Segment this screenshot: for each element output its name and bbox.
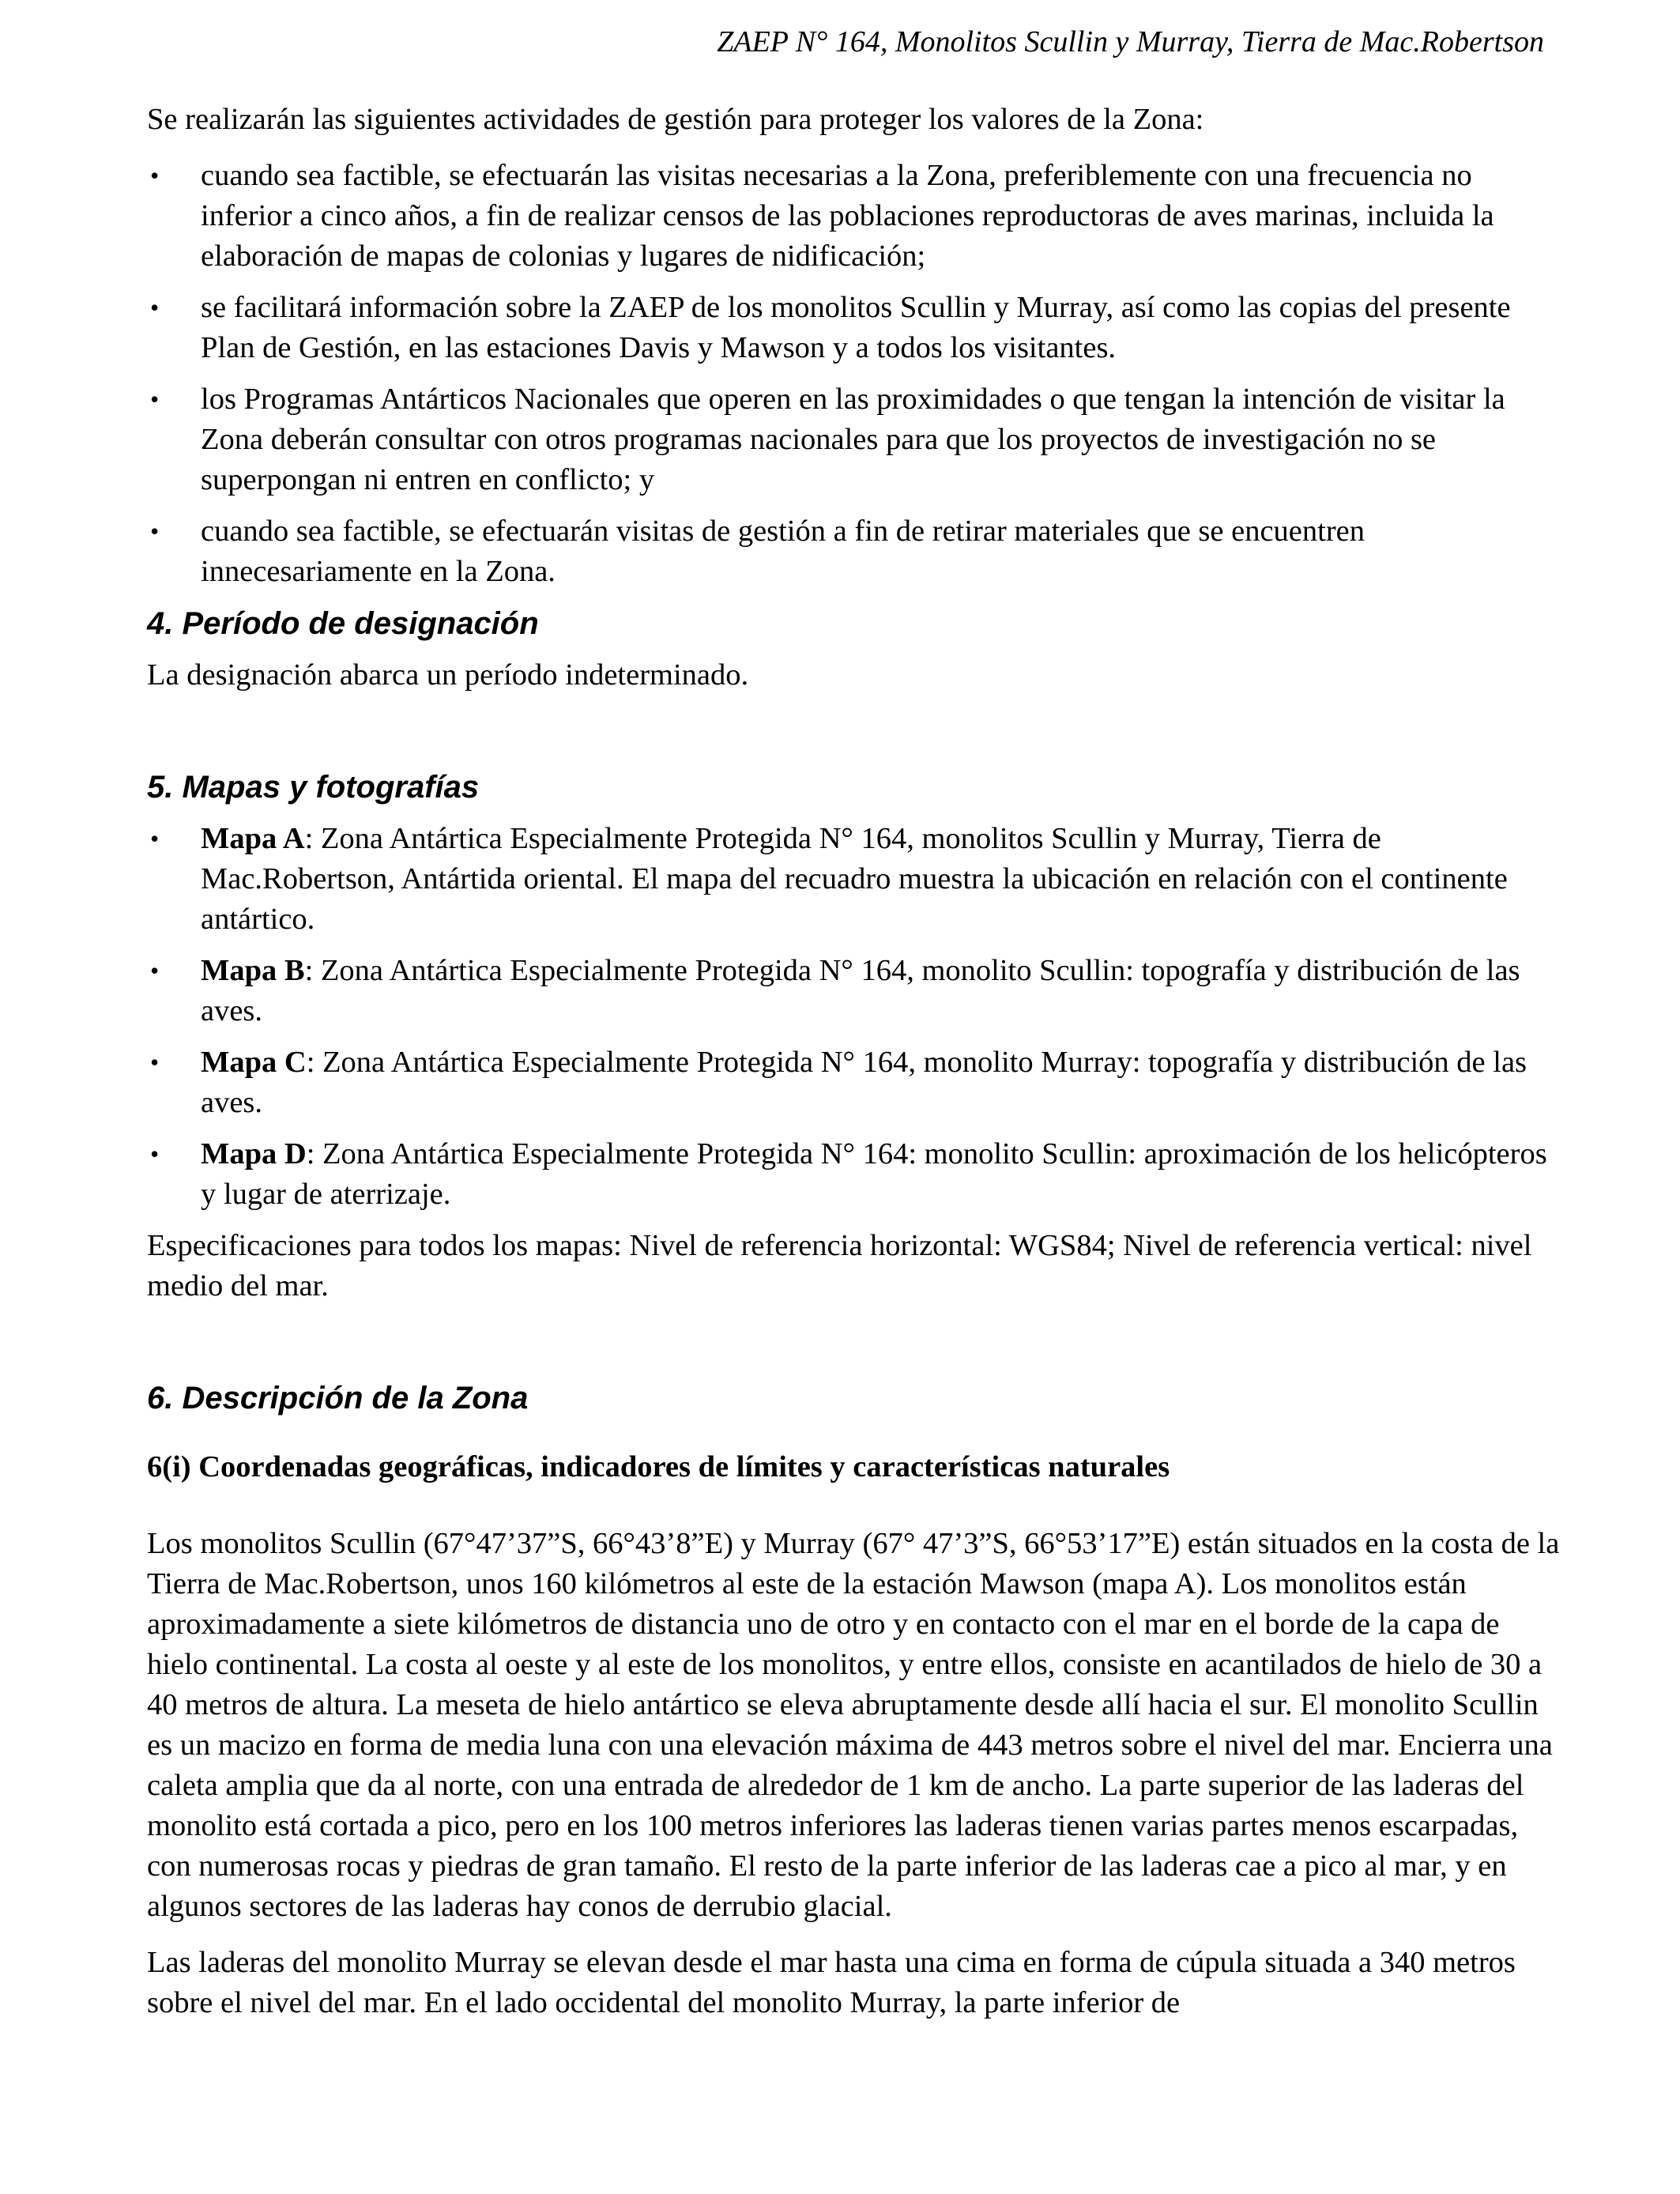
list-item	[147, 379, 1561, 500]
bullet-icon: •	[150, 293, 160, 322]
map-list-item	[147, 1134, 1561, 1215]
map-list-item	[147, 951, 1561, 1031]
list-item-text: los Programas Antárticos Nacionales que operen en las proximidades o que tengan la intención de visitar la Zona deberán consultar con otros programas nacionales para que los proyectos de investigación no se superpongan ni entren en conflicto; y	[201, 383, 1505, 496]
map-list-item	[147, 1042, 1561, 1123]
list-item	[147, 288, 1561, 368]
map-specifications: Especificaciones para todos los mapas: Nivel de referencia horizontal: WGS84; Nivel de referencia vertical: nivel medio del mar.	[147, 1229, 1532, 1302]
map-description: : Zona Antártica Especialmente Protegida N° 164, monolitos Scullin y Murray, Tierra de Mac.Robertson, Antártida oriental. El mapa del recuadro muestra la ubicación en relación con el continente antártico.	[201, 822, 1508, 936]
map-label: Mapa C	[201, 1046, 307, 1079]
management-intro: Se realizarán las siguientes actividades de gestión para proteger los valores de la Zona:	[147, 103, 1204, 136]
bullet-icon: •	[150, 385, 160, 413]
section-4-text: La designación abarca un período indeterminado.	[147, 658, 749, 692]
bullet-icon: •	[150, 161, 160, 190]
bullet-icon: •	[150, 956, 160, 985]
bullet-icon: •	[150, 1048, 160, 1076]
map-label: Mapa B	[201, 954, 305, 987]
map-label: Mapa D	[201, 1137, 307, 1171]
bullet-icon: •	[150, 517, 160, 545]
bullet-icon: •	[150, 1140, 160, 1168]
list-item-text: cuando sea factible, se efectuarán las visitas necesarias a la Zona, preferiblemente con una frecuencia no inferior a cinco años, a fin de realizar censos de las poblaciones reproductoras de aves marinas, incluida la elaboración de mapas de colonias y lugares de nidificación;	[201, 159, 1494, 273]
list-item-text: se facilitará información sobre la ZAEP de los monolitos Scullin y Murray, así como las copias del presente Plan de Gestión, en las estaciones Davis y Mawson y a todos los visitantes.	[201, 291, 1511, 364]
map-description: : Zona Antártica Especialmente Protegida N° 164, monolito Scullin: topografía y distribución de las aves.	[201, 954, 1520, 1027]
section-4-heading: 4. Período de designación	[147, 606, 539, 641]
management-activities-list	[147, 156, 1561, 592]
section-6i-subheading: 6(i) Coordenadas geográficas, indicadores de límites y características naturales	[147, 1450, 1170, 1483]
body-paragraph: Los monolitos Scullin (67°47’37”S, 66°43’8”E) y Murray (67° 47’3”S, 66°53’17”E) están situados en la costa de la Tierra de Mac.Robertson, unos 160 kilómetros al este de la estación Mawson (mapa A). Los monolitos están aproximadamente a siete kilómetros de distancia uno de otro y en contacto con el mar en el borde de la capa de hielo continental. La costa al oeste y al este de los monolitos, y entre ellos, consiste en acantilados de hielo de 30 a 40 metros de altura. La meseta de hielo antártico se eleva abruptamente desde allí hacia el sur. El monolito Scullin es un macizo en forma de media luna con una elevación máxima de 443 metros sobre el nivel del mar. Encierra una caleta amplia que da al norte, con una entrada de alrededor de 1 km de ancho. La parte superior de las laderas del monolito está cortada a pico, pero en los 100 metros inferiores las laderas tienen varias partes menos escarpadas, con numerosas rocas y piedras de gran tamaño. El resto de la parte inferior de las laderas cae a pico al mar, y en algunos sectores de las laderas hay conos de derrubio glacial.	[147, 1527, 1560, 1923]
body-paragraph: Las laderas del monolito Murray se elevan desde el mar hasta una cima en forma de cúpula situada a 340 metros sobre el nivel del mar. En el lado occidental del monolito Murray, la parte inferior de	[147, 1946, 1516, 2019]
section-6-heading: 6. Descripción de la Zona	[147, 1381, 529, 1416]
section-5-heading: 5. Mapas y fotografías	[147, 770, 480, 805]
running-header: ZAEP N° 164, Monolitos Scullin y Murray, Tierra de Mac.Robertson	[717, 25, 1544, 58]
map-label: Mapa A	[201, 822, 305, 855]
maps-list	[147, 819, 1561, 1215]
map-description: : Zona Antártica Especialmente Protegida N° 164, monolito Murray: topografía y distribución de las aves.	[201, 1046, 1527, 1119]
list-item	[147, 511, 1561, 592]
document-body	[147, 100, 1561, 2039]
list-item	[147, 156, 1561, 277]
map-list-item	[147, 819, 1561, 940]
map-description: : Zona Antártica Especialmente Protegida N° 164: monolito Scullin: aproximación de los helicópteros y lugar de aterrizaje.	[201, 1137, 1547, 1211]
bullet-icon: •	[150, 824, 160, 853]
list-item-text: cuando sea factible, se efectuarán visitas de gestión a fin de retirar materiales que se encuentren innecesariamente en la Zona.	[201, 515, 1365, 588]
